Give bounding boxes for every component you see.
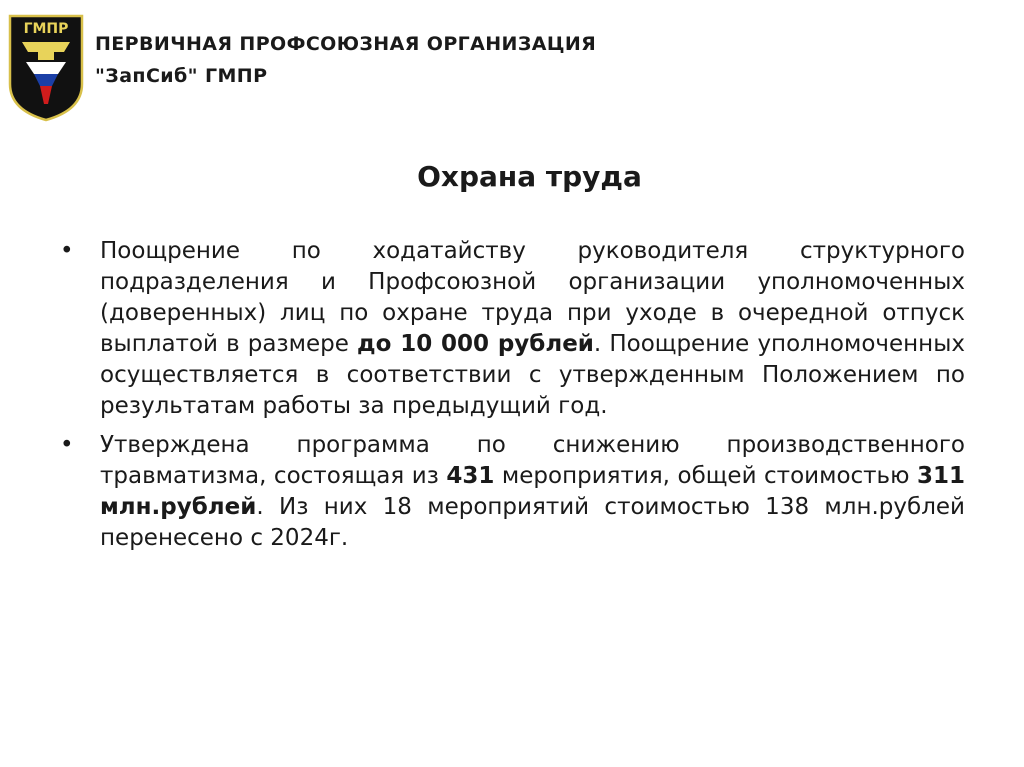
org-header [95,28,596,92]
bullet-text: мероприятия, общей стоимостью [494,463,917,489]
bullet-icon: • [60,432,74,458]
bullet-text: . Поощрение уполномоченных осуществляется в соответствии с утвержденным Положением по результатам работы за предыдущий год. [100,331,965,419]
bullet-item-2 [60,430,965,554]
gmpr-logo [8,14,84,122]
bullet-highlight: 311 млн.рублей [100,463,965,520]
bullet-text: Поощрение по ходатайству руководителя структурного подразделения и Профсоюзной организации уполномоченных (доверенных) лиц по охране труда при уходе в очередной отпуск выплатой в размере [100,238,965,357]
org-name-line1: ПЕРВИЧНАЯ ПРОФСОЮЗНАЯ ОРГАНИЗАЦИЯ [95,33,597,55]
bullet-highlight: до 10 000 рублей [357,331,594,357]
bullet-item-1 [60,236,965,422]
bullet-icon: • [60,238,74,264]
logo-text: ГМПР [23,21,69,37]
slide-title: Охрана труда [417,160,642,193]
bullet-text: Утверждена программа по снижению производственного травматизма, состоящая из [100,432,965,489]
org-name-line2: "ЗапСиб" ГМПР [95,65,268,87]
bullet-list [60,236,965,562]
bullet-text: . Из них 18 мероприятий стоимостью 138 млн.рублей перенесено с 2024г. [100,494,965,551]
bullet-highlight: 431 [446,463,495,489]
